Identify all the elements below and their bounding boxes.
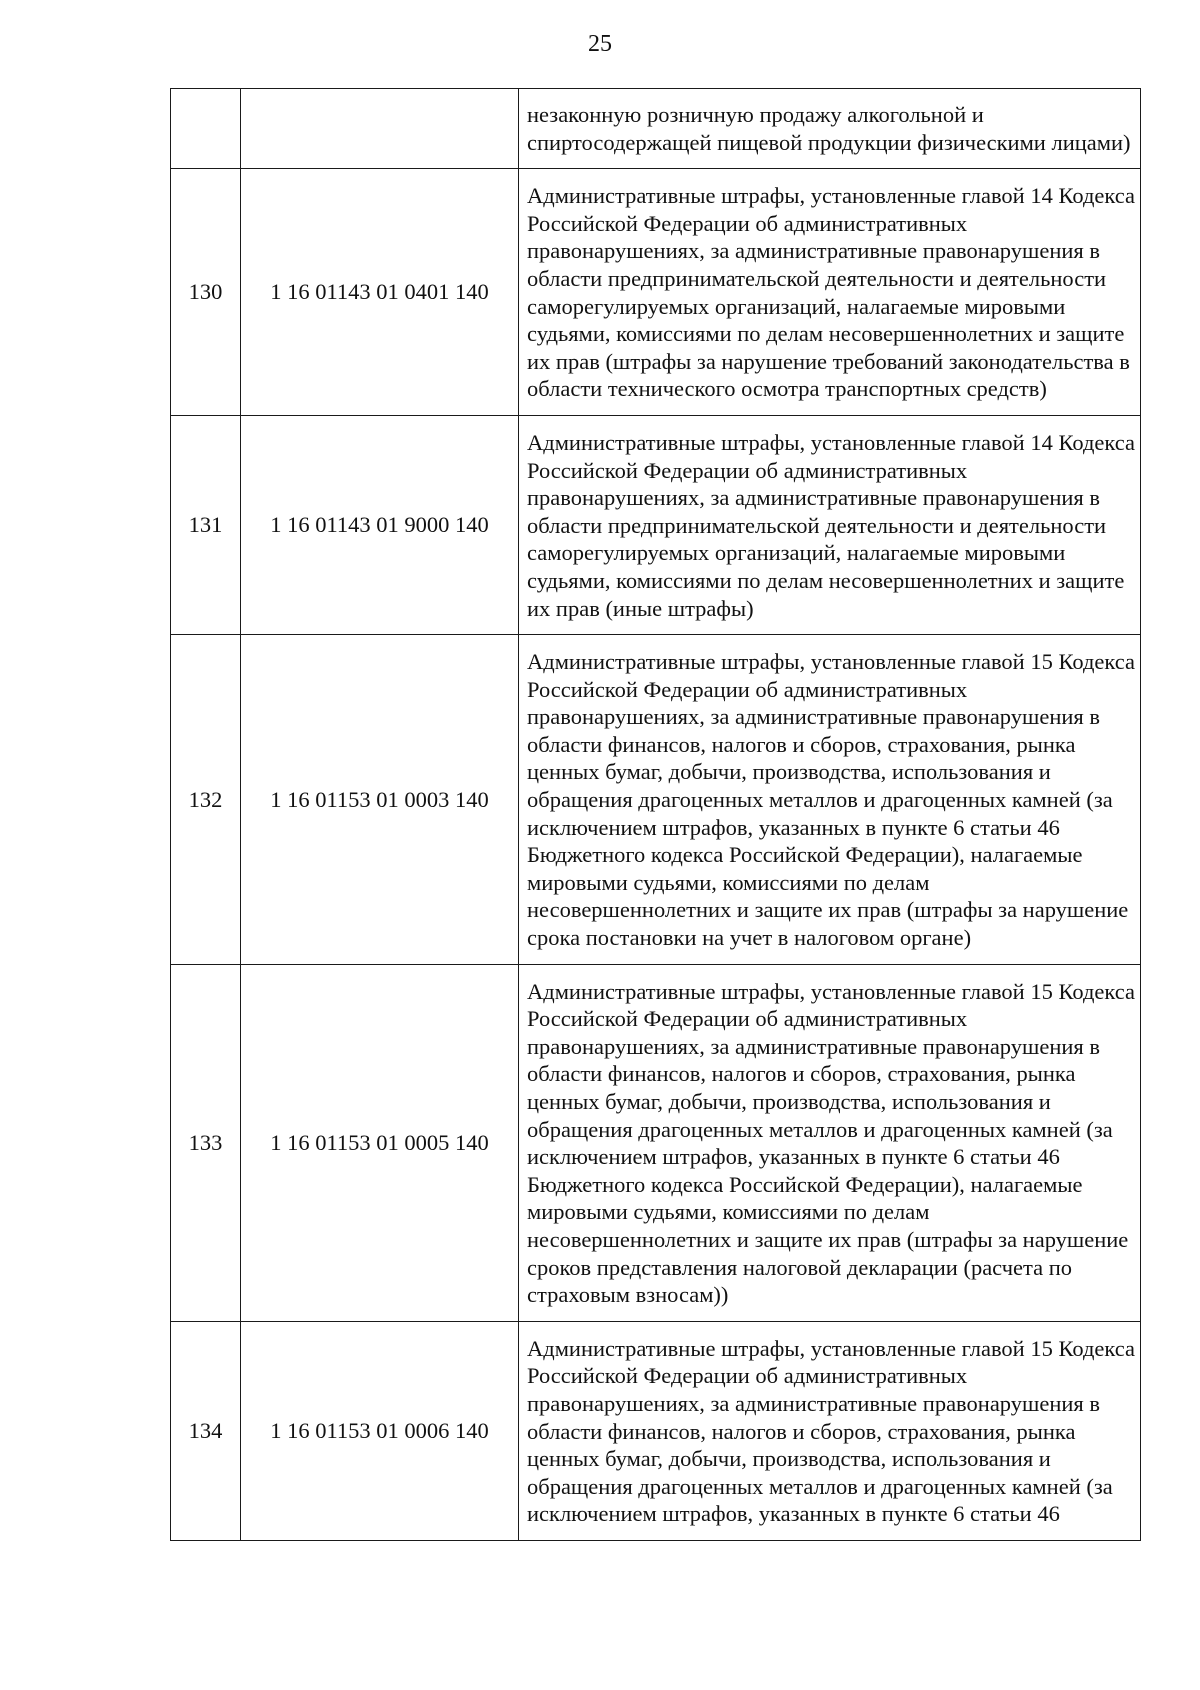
row-description-cell [519,89,1141,169]
budget-code [241,89,519,169]
page-number: 25 [588,31,612,57]
table-row [171,415,1141,634]
row-number: 133 [171,964,241,1321]
revenue-codes-table [170,88,1141,1541]
row-number: 130 [171,169,241,416]
row-description-cell [519,1321,1141,1540]
row-description: Административные штрафы, установленные главой 14 Кодекса Российской Федерации об административных правонарушениях, за административные правонарушения в области предпринимательской деятельности и деятельности саморегулируемых организаций, налагаемые мировыми судьями, комиссиями по делам несовершеннолетних и защите их прав (штрафы за нарушение требований законодательства в области технического осмотра транспортных средств) [527,183,1136,402]
table-row [171,169,1141,416]
row-number [171,89,241,169]
table-row [171,635,1141,965]
row-number: 132 [171,635,241,965]
table-row [171,89,1141,169]
table-row [171,1321,1141,1540]
row-description-cell [519,964,1141,1321]
row-description: Административные штрафы, установленные главой 15 Кодекса Российской Федерации об административных правонарушениях, за административные правонарушения в области финансов, налогов и сборов, страхования, рынка ценных бумаг, добычи, производства, использования и обращения драгоценных металлов и драгоценных камней (за исключением штрафов, указанных в пункте 6 статьи 46 Бюджетного кодекса Российской Федерации), налагаемые мировыми судьями, комиссиями по делам несовершеннолетних и защите их прав (штрафы за нарушение сроков представления налоговой декларации (расчета по страховым взносам)) [527,978,1136,1308]
row-description-cell [519,169,1141,416]
row-description-cell [519,635,1141,965]
row-number: 131 [171,415,241,634]
row-description: Административные штрафы, установленные главой 14 Кодекса Российской Федерации об административных правонарушениях, за административные правонарушения в области предпринимательской деятельности и деятельности саморегулируемых организаций, налагаемые мировыми судьями, комиссиями по делам несовершеннолетних и защите их прав (иные штрафы) [527,429,1136,621]
row-description-cell [519,415,1141,634]
row-description: Административные штрафы, установленные главой 15 Кодекса Российской Федерации об административных правонарушениях, за административные правонарушения в области финансов, налогов и сборов, страхования, рынка ценных бумаг, добычи, производства, использования и обращения драгоценных металлов и драгоценных камней (за исключением штрафов, указанных в пункте 6 статьи 46 [527,1335,1136,1527]
budget-code: 1 16 01153 01 0003 140 [241,635,519,965]
row-number: 134 [171,1321,241,1540]
row-description: незаконную розничную продажу алкогольной и спиртосодержащей пищевой продукции физическими лицами) [527,102,1131,155]
table-row [171,964,1141,1321]
row-description: Административные штрафы, установленные главой 15 Кодекса Российской Федерации об административных правонарушениях, за административные правонарушения в области финансов, налогов и сборов, страхования, рынка ценных бумаг, добычи, производства, использования и обращения драгоценных металлов и драгоценных камней (за исключением штрафов, указанных в пункте 6 статьи 46 Бюджетного кодекса Российской Федерации), налагаемые мировыми судьями, комиссиями по делам несовершеннолетних и защите их прав (штрафы за нарушение срока постановки на учет в налоговом органе) [527,649,1136,951]
budget-code: 1 16 01143 01 9000 140 [241,415,519,634]
budget-code: 1 16 01143 01 0401 140 [241,169,519,416]
budget-code: 1 16 01153 01 0005 140 [241,964,519,1321]
budget-code: 1 16 01153 01 0006 140 [241,1321,519,1540]
